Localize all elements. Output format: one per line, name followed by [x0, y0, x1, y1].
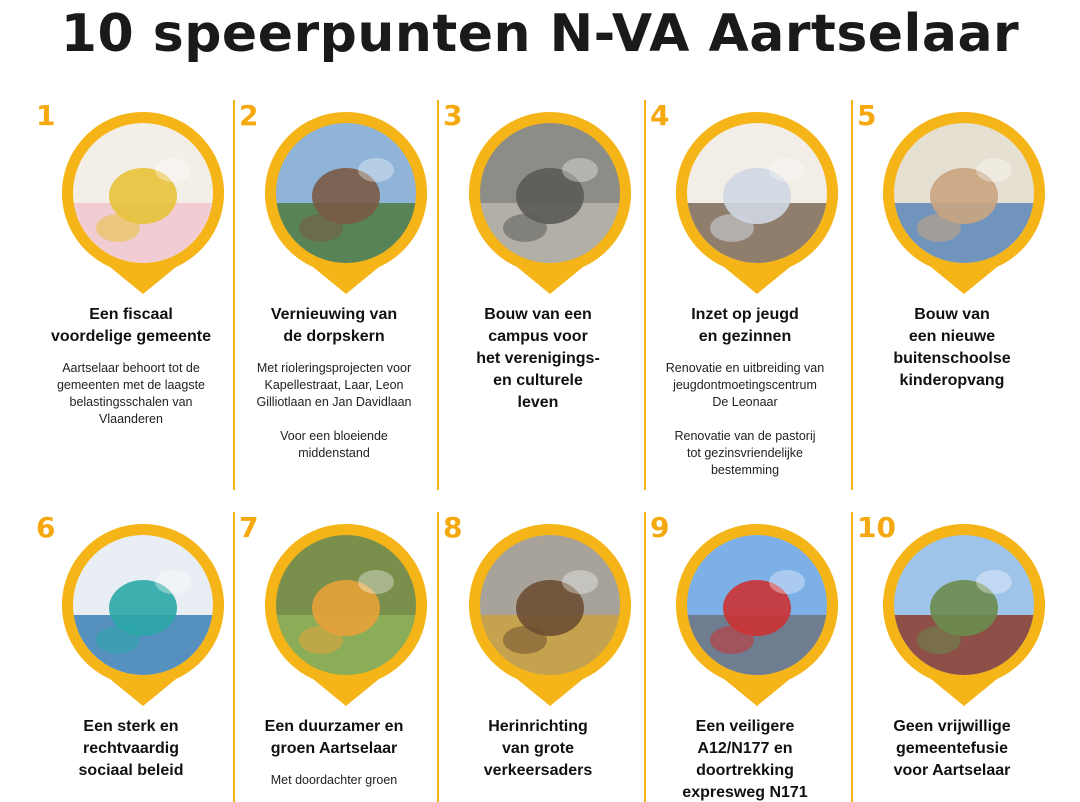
- speerpunt-7: [233, 512, 437, 802]
- speerpunt-title: Herinrichting van grote verkeersaders: [483, 718, 593, 779]
- family-under-roof-photo: [672, 108, 842, 283]
- speerpunt-title: Vernieuwing van de dorpskern: [270, 306, 398, 345]
- toddlers-playing-photo: [879, 108, 1049, 283]
- location-pin-icon: [672, 108, 842, 296]
- speerpunt-number: 3: [443, 100, 463, 132]
- speerpunt-title: Een duurzamer en groen Aartselaar: [264, 718, 404, 757]
- speerpunt-number: 5: [857, 100, 877, 132]
- column-divider: [437, 100, 439, 490]
- speerpunt-1: [30, 100, 234, 490]
- location-pin-icon: [879, 108, 1049, 296]
- elderly-care-photo: [58, 520, 228, 695]
- speerpunt-title: Geen vrijwillige gemeentefusie voor Aartselaar: [893, 718, 1011, 779]
- town-hall-building-photo: [879, 520, 1049, 695]
- speerpunt-description: Met doordachter groen: [270, 773, 398, 787]
- speerpunt-title: Bouw van een campus voor het verenigings- en culturele leven: [476, 306, 600, 411]
- column-divider: [233, 512, 235, 802]
- excavator-bucket-photo: [465, 520, 635, 695]
- speerpunt-title: Inzet op jeugd en gezinnen: [691, 306, 799, 345]
- speerpunt-5: [851, 100, 1055, 490]
- speerpunt-number: 2: [239, 100, 259, 132]
- theatre-masks-photo: [465, 108, 635, 283]
- speerpunt-3: [437, 100, 641, 490]
- column-divider: [233, 100, 235, 490]
- speerpunt-description: Met rioleringsprojecten voor Kapellestraat, Laar, Leon Gilliotlaan en Jan Davidlaan: [256, 361, 412, 409]
- speerpunt-description: Aartselaar behoort tot de gemeenten met de laagste belastingsschalen van Vlaanderen: [56, 361, 206, 426]
- speerpunt-number: 7: [239, 512, 259, 544]
- page-title: 10 speerpunten N-VA Aartselaar: [60, 4, 1020, 64]
- location-pin-icon: [261, 520, 431, 708]
- speerpunt-number: 1: [36, 100, 56, 132]
- location-pin-icon: [58, 520, 228, 708]
- location-pin-icon: [465, 520, 635, 708]
- speerpunt-10: [851, 512, 1055, 802]
- speerpunt-number: 4: [650, 100, 670, 132]
- speerpunt-number: 8: [443, 512, 463, 544]
- column-divider: [851, 512, 853, 802]
- speerpunt-4: [644, 100, 848, 490]
- column-divider: [851, 100, 853, 490]
- speerpunt-9: [644, 512, 848, 802]
- speerpunt-title: Een veiligere A12/N177 en doortrekking expresweg N171: [682, 718, 808, 801]
- speerpunt-description-extra: Voor een bloeiende middenstand: [280, 429, 388, 460]
- speerpunt-8: [437, 512, 641, 802]
- column-divider: [437, 512, 439, 802]
- speerpunt-number: 6: [36, 512, 56, 544]
- speerpunt-6: [30, 512, 234, 802]
- location-pin-icon: [261, 108, 431, 296]
- village-aerial-photo: [261, 108, 431, 283]
- speerpunt-description-extra: Renovatie van de pastorij tot gezinsvriendelijke bestemming: [674, 429, 816, 477]
- column-divider: [644, 512, 646, 802]
- location-pin-icon: [672, 520, 842, 708]
- highway-road-photo: [672, 520, 842, 695]
- speerpunt-description: Renovatie en uitbreiding van jeugdontmoetingscentrum De Leonaar: [665, 361, 825, 409]
- piggy-bank-with-glasses-photo: [58, 108, 228, 283]
- speerpunt-title: Een sterk en rechtvaardig sociaal beleid: [78, 718, 184, 779]
- speerpunt-title: Een fiscaal voordelige gemeente: [50, 306, 212, 345]
- speerpunt-2: [233, 100, 437, 490]
- column-divider: [644, 100, 646, 490]
- location-pin-icon: [58, 108, 228, 296]
- speerpunt-number: 10: [857, 512, 896, 544]
- location-pin-icon: [879, 520, 1049, 708]
- speerpunt-number: 9: [650, 512, 670, 544]
- speerpunt-title: Bouw van een nieuwe buitenschoolse kinderopvang: [893, 306, 1011, 389]
- child-planting-tree-photo: [261, 520, 431, 695]
- location-pin-icon: [465, 108, 635, 296]
